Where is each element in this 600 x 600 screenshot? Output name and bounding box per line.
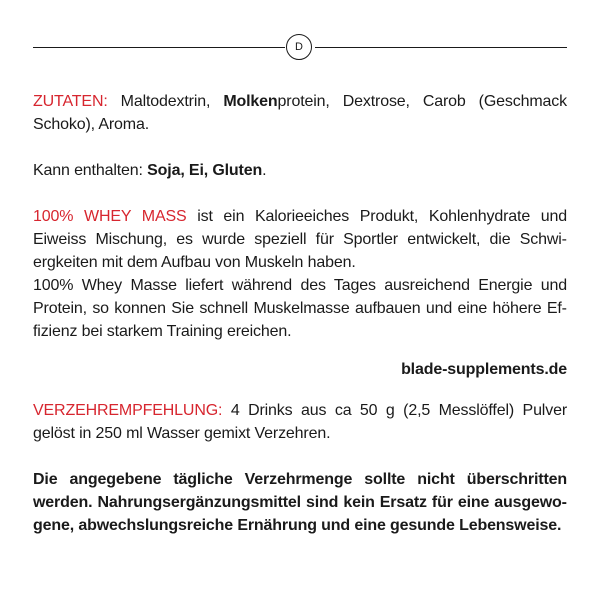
label-text-body	[33, 90, 567, 537]
allergens-items: Soja, Ei, Gluten	[147, 162, 263, 179]
allergens-prefix: Kann enthalten:	[33, 162, 148, 179]
recommendation-paragraph	[33, 399, 567, 445]
ingredients-paragraph	[33, 90, 567, 136]
description-paragraph-2	[33, 274, 567, 343]
ingredients-text-rest: protein, Dextrose, Carob (Geschmack Schoko), Aroma.	[33, 93, 567, 133]
product-name: 100% WHEY MASS	[33, 208, 187, 225]
website-link[interactable]: blade-supplements.de	[401, 361, 567, 378]
recommendation-text: 4 Drinks aus ca 50 g (2,5 Messlöffel) Pulver gelöst in 250 ml Wasser gemixt Verzehren.	[33, 402, 567, 442]
description-text-1: ist ein Kalorieeiches Produkt, Kohlenhydrate und Eiweiss Mischung, es wurde speziell für Sportler entwickelt, die Schwiergkeiten mit dem Aufbau von Muskeln haben.	[33, 208, 567, 271]
recommendation-label: VERZEHREMPFEHLUNG:	[33, 402, 223, 419]
language-badge: D	[286, 34, 312, 60]
header-divider-right	[315, 47, 567, 48]
description-paragraph	[33, 205, 567, 274]
allergens-paragraph	[33, 159, 567, 182]
ingredients-label: ZUTATEN:	[33, 93, 108, 110]
ingredients-text: Maltodextrin,	[107, 93, 224, 110]
header-divider-left	[33, 47, 285, 48]
ingredients-bold: Molken	[223, 93, 278, 110]
description-text-2: 100% Whey Masse liefert während des Tages ausreichend Energie und Protein, so konnen Sie schnell Muskelmasse aufbauen und eine höhere Effizienz bei starkem Training ereichen.	[33, 277, 567, 340]
warning-paragraph: Die angegebene tägliche Verzehrmenge sollte nicht überschritten werden. Nahrungsergänzungsmittel sind kein Ersatz für eine ausgewogene, abwechslungsreiche Ernährung und eine gesunde Lebensweise.	[33, 471, 567, 534]
allergens-suffix: .	[262, 162, 267, 179]
